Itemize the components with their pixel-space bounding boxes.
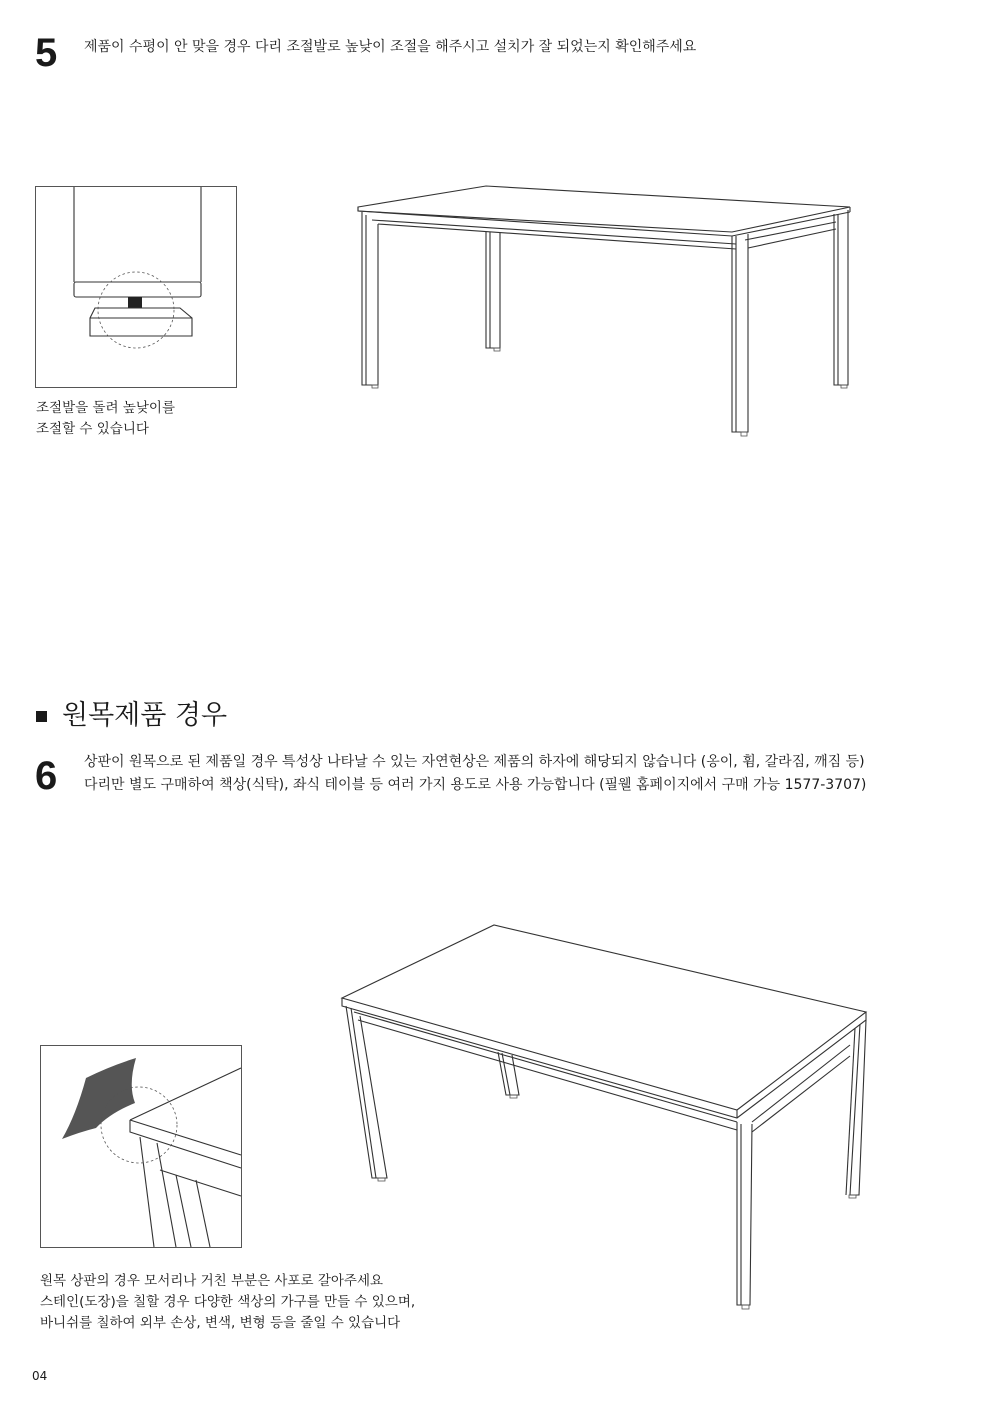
step-5-instruction: 제품이 수평이 안 맞을 경우 다리 조절발로 높낮이 조절을 해주시고 설치가 잘 되었는지 확인해주세요 bbox=[84, 39, 697, 55]
step-6-caption-line-1: 원목 상판의 경우 모서리나 거친 부분은 사포로 갈아주세요 bbox=[40, 1273, 384, 1289]
step-5-caption-line-2: 조절할 수 있습니다 bbox=[36, 421, 149, 437]
step-number-5: 5 bbox=[35, 31, 58, 75]
step-6-instruction-line-1: 상판이 원목으로 된 제품일 경우 특성상 나타날 수 있는 자연현상은 제품의 하자에 해당되지 않습니다 (옹이, 휨, 갈라짐, 깨짐 등) bbox=[84, 754, 865, 770]
page-number: 04 bbox=[32, 1369, 48, 1383]
step-5-caption-line-1: 조절발을 돌려 높낮이를 bbox=[36, 400, 175, 416]
section-heading: 원목제품 경우 bbox=[62, 700, 228, 731]
step-6-instruction-line-2: 다리만 별도 구매하여 책상(식탁), 좌식 테이블 등 여러 가지 용도로 사용 가능합니다 (필웰 홈페이지에서 구매 가능 1577-3707) bbox=[84, 777, 867, 793]
step-6-caption-line-3: 바니쉬를 칠하여 외부 손상, 변색, 변형 등을 줄일 수 있습니다 bbox=[40, 1315, 401, 1331]
step-6-caption-line-2: 스테인(도장)을 칠할 경우 다양한 색상의 가구를 만들 수 있으며, bbox=[40, 1294, 416, 1310]
step-number-6: 6 bbox=[35, 754, 58, 798]
